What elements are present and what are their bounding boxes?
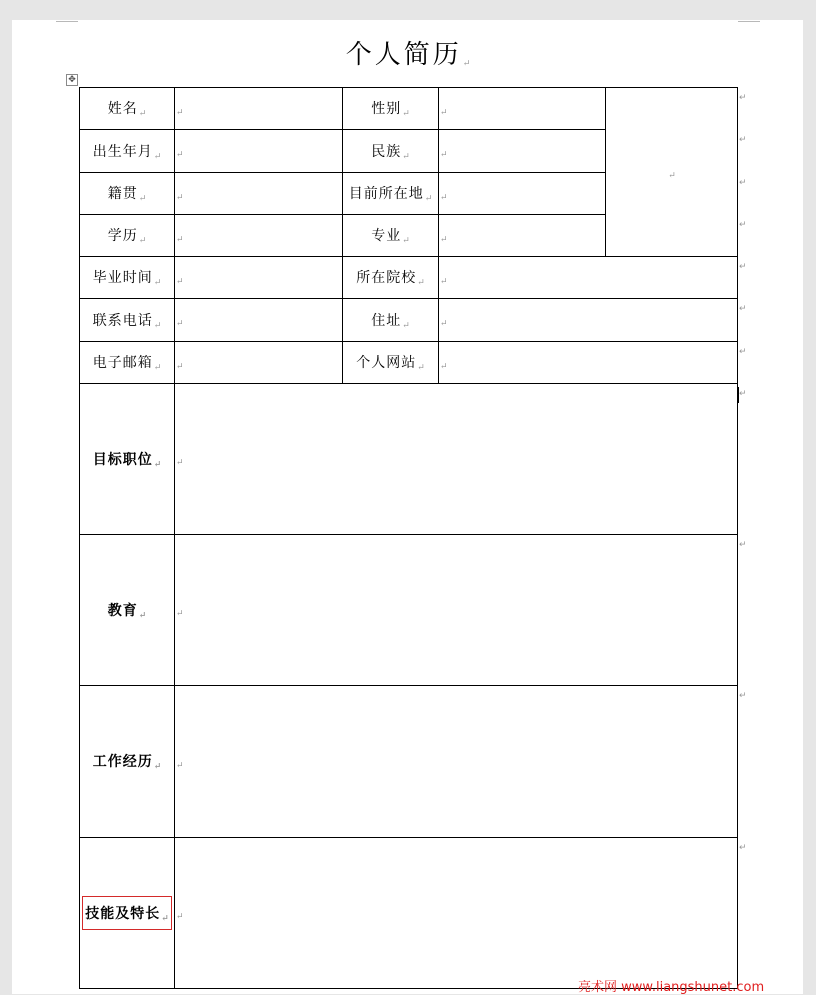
table-cell[interactable]: ↵ [175, 342, 343, 384]
table-cell[interactable]: ↵ [175, 299, 343, 342]
table-cell[interactable]: 联系电话$_↵$ [80, 299, 175, 342]
table-cell[interactable]: ↵ [439, 130, 606, 173]
table-cell[interactable]: ↵ [439, 342, 738, 384]
table-cell[interactable]: 毕业时间$_↵$ [80, 257, 175, 299]
table-row [80, 535, 738, 686]
section-label-skills[interactable] [80, 838, 175, 989]
table-cell[interactable]: ↵ [439, 173, 606, 215]
table-cell[interactable]: ↵ [175, 130, 343, 173]
section-content-cell[interactable]: ↵ [175, 535, 738, 686]
table-row [80, 686, 738, 838]
row-end-mark-icon: ↵ [739, 843, 747, 853]
table-row [80, 257, 738, 299]
table-cell[interactable]: 性别$_↵$ [343, 88, 439, 130]
paragraph-mark-icon: ↵ [462, 59, 471, 69]
table-row [80, 88, 738, 130]
section-label-work-experience[interactable]: 工作经历$_↵$ [80, 686, 175, 838]
table-cell[interactable]: 学历$_↵$ [80, 215, 175, 257]
page-title[interactable]: 个人简历↵ [345, 40, 471, 70]
table-cell[interactable]: ↵ [175, 215, 343, 257]
table-cell[interactable]: 专业$_↵$ [343, 215, 439, 257]
text-cursor [738, 387, 739, 403]
table-row [80, 384, 738, 535]
photo-cell[interactable]: ↵ [606, 88, 738, 257]
row-end-mark-icon: ↵ [739, 540, 747, 550]
section-content-cell[interactable]: ↵ [175, 838, 738, 989]
row-end-mark-icon: ↵ [739, 262, 747, 272]
margin-corner-marker [56, 17, 78, 22]
section-label-education[interactable]: 教育$_↵$ [80, 535, 175, 686]
row-end-mark-icon: ↵ [739, 93, 747, 103]
table-cell[interactable]: ↵ [175, 257, 343, 299]
table-cell[interactable]: ↵ [439, 299, 738, 342]
table-cell[interactable]: 籍贯$_↵$ [80, 173, 175, 215]
row-end-mark-icon: ↵ [739, 304, 747, 314]
table-cell[interactable]: ↵ [439, 215, 606, 257]
table-cell[interactable]: 民族$_↵$ [343, 130, 439, 173]
row-end-mark-icon: ↵ [739, 691, 747, 701]
table-cell[interactable]: 电子邮箱$_↵$ [80, 342, 175, 384]
table-cell[interactable]: ↵ [175, 88, 343, 130]
table-move-handle-icon[interactable]: ✥ [66, 74, 78, 86]
section-content-cell[interactable]: ↵ [175, 384, 738, 535]
table-cell[interactable]: 所在院校$_↵$ [343, 257, 439, 299]
section-content-cell[interactable]: ↵ [175, 686, 738, 838]
table-cell[interactable]: 住址$_↵$ [343, 299, 439, 342]
table-cell[interactable]: ↵ [439, 88, 606, 130]
row-end-mark-icon: ↵ [739, 178, 747, 188]
row-end-mark-icon: ↵ [739, 135, 747, 145]
table-cell[interactable]: 个人网站$_↵$ [343, 342, 439, 384]
row-end-mark-icon: ↵ [739, 389, 747, 399]
margin-corner-marker [738, 17, 760, 22]
table-cell[interactable]: 出生年月$_↵$ [80, 130, 175, 173]
resume-table [79, 87, 738, 989]
table-row [80, 342, 738, 384]
selection-highlight-box: 技能及特长$_↵$ [82, 896, 172, 930]
table-cell[interactable]: 目前所在地$_↵$ [343, 173, 439, 215]
table-cell[interactable]: 姓名$_↵$ [80, 88, 175, 130]
row-end-mark-icon: ↵ [739, 347, 747, 357]
table-cell[interactable]: ↵ [175, 173, 343, 215]
watermark: 亮术网 www.liangshunet.com [578, 980, 765, 995]
table-cell[interactable]: ↵ [439, 257, 738, 299]
table-row [80, 299, 738, 342]
section-label-target-position[interactable]: 目标职位$_↵$ [80, 384, 175, 535]
row-end-mark-icon: ↵ [739, 220, 747, 230]
table-row [80, 838, 738, 989]
